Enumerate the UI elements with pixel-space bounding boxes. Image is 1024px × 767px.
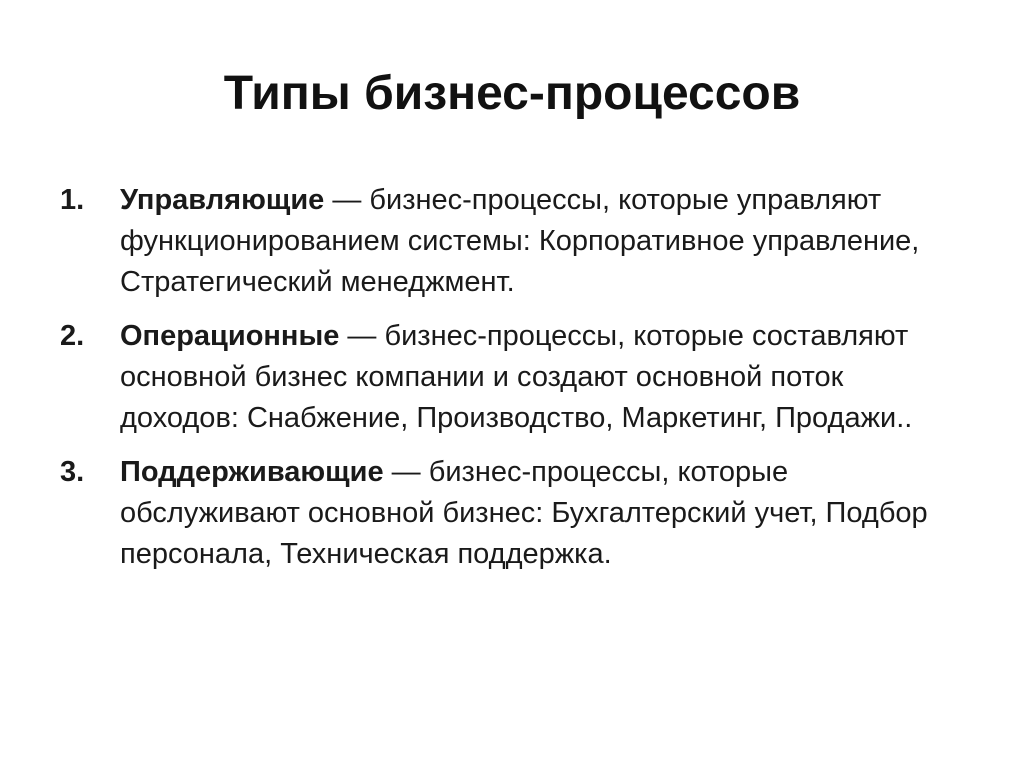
item-text <box>120 452 960 575</box>
item-description: — бизнес-процессы, которые управляют функционированием системы: Корпоративное управление, Стратегический менеджмент. <box>120 184 920 298</box>
item-term: Управляющие <box>120 184 325 216</box>
item-number: 1. <box>60 184 85 216</box>
list-item <box>60 180 960 303</box>
item-number: 3. <box>60 456 85 488</box>
item-term: Поддерживающие <box>120 456 384 488</box>
item-term: Операционные <box>120 320 340 352</box>
process-type-list <box>60 180 960 588</box>
slide-title: Типы бизнес-процессов <box>223 67 801 120</box>
list-item <box>60 452 960 575</box>
item-description: — бизнес-процессы, которые обслуживают основной бизнес: Бухгалтерский учет, Подбор персонала, Техническая поддержка. <box>120 456 928 570</box>
item-text <box>120 180 960 303</box>
item-description: — бизнес-процессы, которые составляют основной бизнес компании и создают основной поток доходов: Снабжение, Производство, Маркетинг, Продажи.. <box>120 320 913 434</box>
list-item <box>60 316 960 439</box>
item-number: 2. <box>60 320 85 352</box>
item-text <box>120 316 960 439</box>
